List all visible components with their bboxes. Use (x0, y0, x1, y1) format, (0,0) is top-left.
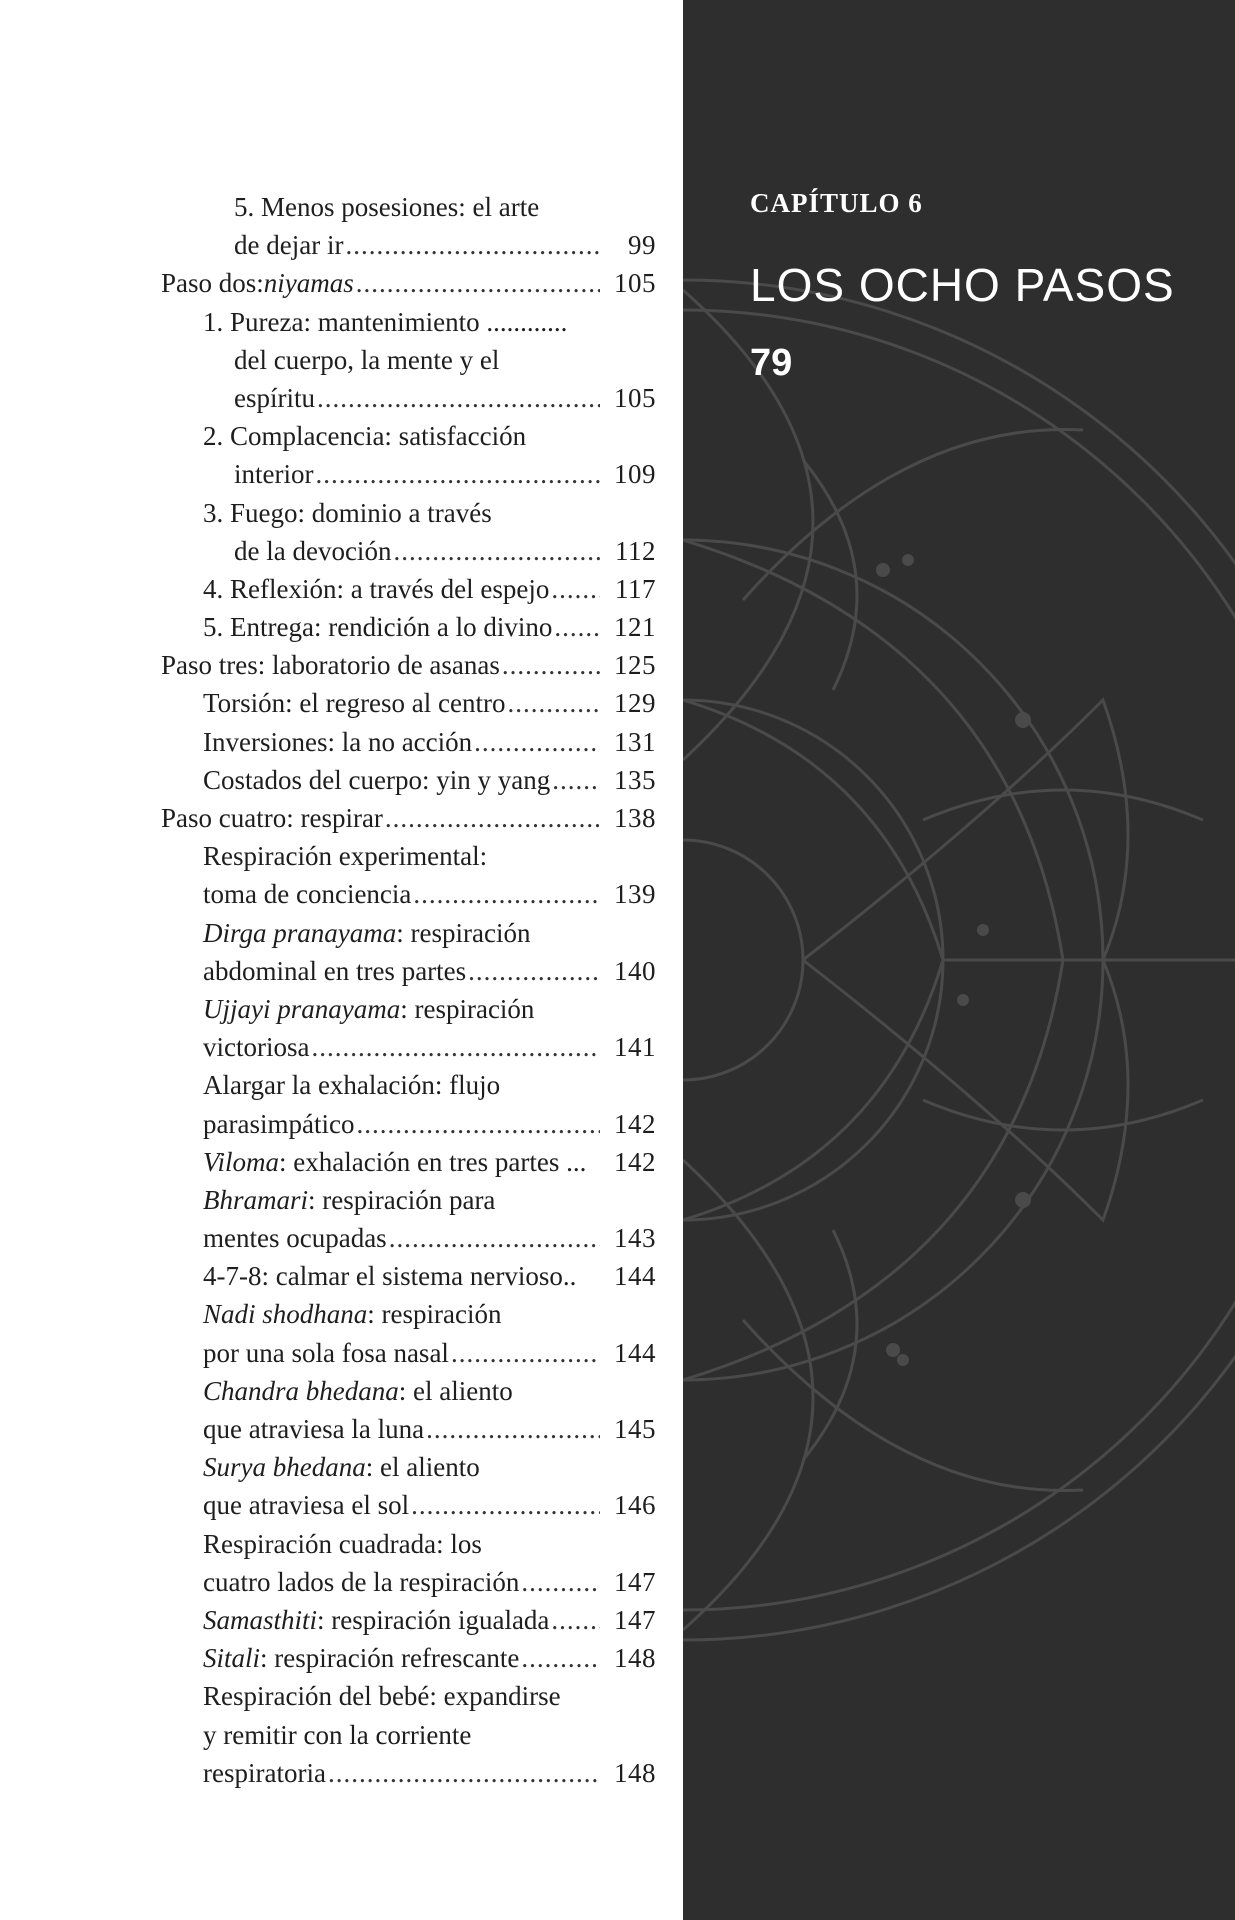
toc-entry (161, 1028, 656, 1066)
toc-entry-text: Paso cuatro: respirar (161, 803, 383, 833)
toc-page-number: 147 (614, 1604, 656, 1635)
toc-entry-text: : respiración igualada (317, 1604, 550, 1635)
toc-entry-italic-term: Viloma (203, 1146, 279, 1177)
toc-entry-text: por una sola fosa nasal (203, 1337, 449, 1368)
toc-entry (161, 1410, 656, 1448)
toc-entry (161, 1716, 656, 1754)
toc-entry-text: : el aliento (365, 1452, 480, 1483)
toc-page-number: 131 (614, 726, 656, 757)
toc-entry (161, 837, 656, 875)
toc-page-number: 105 (614, 268, 656, 299)
toc-entry-text: : respiración (400, 993, 535, 1024)
toc-page-number: 105 (614, 382, 656, 413)
toc-entry-text: y remitir con la corriente (203, 1719, 472, 1750)
toc-entry (161, 1677, 656, 1715)
chapter-label: CAPÍTULO 6 (750, 188, 923, 218)
toc-page-number: 117 (615, 573, 656, 604)
toc-page-number: 144 (614, 1261, 656, 1292)
toc-page-number: 125 (614, 650, 656, 681)
toc-entry (161, 1486, 656, 1524)
toc-entry-text: parasimpático (203, 1108, 355, 1139)
toc-entry-italic-term: Sitali (203, 1643, 261, 1674)
toc-entry (161, 646, 656, 684)
toc-entry (161, 761, 656, 799)
toc-leader-dots (328, 1754, 600, 1792)
toc-page-number: 138 (614, 803, 656, 833)
toc-entry (161, 1257, 656, 1295)
toc-leader-dots (385, 799, 600, 837)
toc-entry-text: : exhalación en tres partes ... (279, 1146, 587, 1177)
toc-entry (161, 417, 656, 455)
toc-leader-dots (356, 264, 600, 302)
toc-entry (161, 379, 656, 417)
toc-entry (161, 1639, 656, 1677)
toc-entry (161, 1181, 656, 1219)
toc-leader-dots (474, 723, 600, 761)
toc-entry-text: interior (234, 459, 314, 490)
toc-page-number: 143 (614, 1223, 656, 1254)
toc-entry (161, 1219, 656, 1257)
toc-leader-dots (552, 761, 600, 799)
toc-leader-dots (551, 570, 600, 608)
toc-entry-text: Paso tres: laboratorio de asanas (161, 650, 500, 681)
toc-entry-text: 4-7-8: calmar el sistema nervioso.. (203, 1261, 577, 1292)
toc-entry (161, 303, 656, 341)
toc-entry-text: 4. Reflexión: a través del espejo (203, 573, 550, 604)
toc-entry (161, 875, 656, 913)
toc-page-number: 112 (615, 535, 656, 566)
toc-leader-dots (389, 1219, 600, 1257)
toc-entry (161, 1754, 656, 1792)
toc-page-number: 139 (614, 879, 656, 910)
toc-entry-text: del cuerpo, la mente y el (234, 344, 500, 375)
toc-entry-italic-term: Chandra bhedana (203, 1375, 399, 1406)
toc-entry (161, 799, 656, 837)
toc-leader-dots (521, 1639, 600, 1677)
toc-entry-text: victoriosa (203, 1032, 310, 1063)
toc-entry-text: espíritu (234, 382, 315, 413)
toc-entry (161, 494, 656, 532)
toc-leader-dots (411, 1486, 600, 1524)
toc-leader-dots (393, 532, 600, 570)
toc-entry (161, 1563, 656, 1601)
toc-entry-text: toma de conciencia (203, 879, 412, 910)
toc-entry (161, 570, 656, 608)
toc-entry (161, 455, 656, 493)
toc-entry (161, 1334, 656, 1372)
toc-entry (161, 952, 656, 990)
toc-entry-italic-term: Dirga pranayama (203, 917, 397, 948)
toc-leader-dots (468, 952, 600, 990)
toc-entry-italic-term: Bhramari (203, 1184, 309, 1215)
toc-entry-text: mentes ocupadas (203, 1223, 387, 1254)
toc-entry (161, 341, 656, 379)
toc-entry-italic-term: Nadi shodhana (203, 1299, 368, 1330)
toc-page-number: 147 (614, 1566, 656, 1597)
toc-entry (161, 1601, 656, 1639)
chapter-title: LOS OCHO PASOS (750, 259, 1175, 311)
toc-entry-text: Torsión: el regreso al centro (203, 688, 506, 719)
toc-entry-italic-term: niyamas (263, 268, 354, 299)
toc-leader-dots (451, 1334, 600, 1372)
toc-entry-text: : respiración refrescante (260, 1643, 520, 1674)
toc-leader-dots (502, 646, 600, 684)
toc-page-number: 141 (614, 1032, 656, 1063)
toc-page-number: 148 (614, 1643, 656, 1674)
toc-page-number: 148 (614, 1757, 656, 1788)
toc-entry (161, 1295, 656, 1333)
toc-page-number: 144 (614, 1337, 656, 1368)
chapter-page-number: 79 (750, 342, 793, 384)
chapter-panel (683, 0, 1235, 1920)
toc-entry (161, 1448, 656, 1486)
toc-entry-text: 1. Pureza: mantenimiento ............ (203, 306, 568, 337)
toc-page-number: 140 (614, 955, 656, 986)
toc-leader-dots (345, 226, 600, 264)
toc-leader-dots (356, 1105, 600, 1143)
toc-leader-dots (554, 608, 600, 646)
toc-entry (161, 1372, 656, 1410)
toc-entry (161, 264, 656, 302)
toc-leader-dots (413, 875, 600, 913)
toc-entry-text: : respiración (396, 917, 531, 948)
toc-page-number: 109 (614, 459, 656, 490)
toc-page-number: 135 (614, 764, 656, 795)
toc-entry-text: de la devoción (234, 535, 392, 566)
toc-entry (161, 1066, 656, 1104)
toc-entry-text: : respiración para (308, 1184, 496, 1215)
toc-leader-dots (508, 684, 601, 722)
toc-entry-text: de dejar ir (234, 230, 344, 261)
toc-page-number: 146 (614, 1490, 656, 1521)
toc-entry-text: 5. Entrega: rendición a lo divino (203, 612, 553, 643)
toc-entry-text: Respiración del bebé: expandirse (203, 1681, 561, 1712)
toc-leader-dots (426, 1410, 600, 1448)
toc-entry (161, 608, 656, 646)
toc-entry-text: Respiración cuadrada: los (203, 1528, 482, 1559)
toc-leader-dots (551, 1601, 600, 1639)
toc-entry (161, 1525, 656, 1563)
toc-page-number: 129 (614, 688, 656, 719)
toc-entry (161, 226, 656, 264)
toc-leader-dots (521, 1563, 600, 1601)
toc-entry (161, 188, 656, 226)
toc-entry-text: Inversiones: la no acción (203, 726, 473, 757)
toc-page-number: 121 (614, 612, 656, 643)
toc-leader-dots (311, 1028, 600, 1066)
toc-entry-italic-term: Ujjayi pranayama (203, 993, 401, 1024)
toc-entry-text: Respiración experimental: (203, 841, 488, 872)
toc-entry-text: Alargar la exhalación: flujo (203, 1070, 501, 1101)
toc-entry-text: cuatro lados de la respiración (203, 1566, 520, 1597)
table-of-contents (161, 188, 656, 1792)
toc-entry-text: : respiración (367, 1299, 502, 1330)
toc-entry-text: Paso dos: (161, 268, 264, 299)
toc-entry-text: respiratoria (203, 1757, 326, 1788)
toc-entry-text: 3. Fuego: dominio a través (203, 497, 492, 528)
toc-entry (161, 723, 656, 761)
toc-entry (161, 1105, 656, 1143)
toc-page-number: 142 (614, 1108, 656, 1139)
toc-entry-text: abdominal en tres partes (203, 955, 467, 986)
toc-entry-italic-term: Surya bhedana (203, 1452, 366, 1483)
toc-entry-italic-term: Samasthiti (203, 1604, 318, 1635)
toc-entry-text: 5. Menos posesiones: el arte (234, 192, 540, 222)
toc-entry-text: : el aliento (398, 1375, 513, 1406)
toc-entry-text: que atraviesa el sol (203, 1490, 410, 1521)
toc-page-number: 99 (628, 230, 656, 261)
toc-entry-text: 2. Complacencia: satisfacción (203, 421, 527, 452)
toc-leader-dots (315, 455, 600, 493)
toc-entry (161, 914, 656, 952)
toc-entry (161, 990, 656, 1028)
toc-entry-text: que atraviesa la luna (203, 1414, 425, 1444)
toc-entry-text: Costados del cuerpo: yin y yang (203, 764, 551, 795)
toc-page-number: 142 (614, 1146, 656, 1177)
toc-entry (161, 1143, 656, 1181)
toc-entry (161, 532, 656, 570)
toc-leader-dots (317, 379, 600, 417)
toc-page-number: 145 (614, 1414, 656, 1444)
toc-entry (161, 684, 656, 722)
